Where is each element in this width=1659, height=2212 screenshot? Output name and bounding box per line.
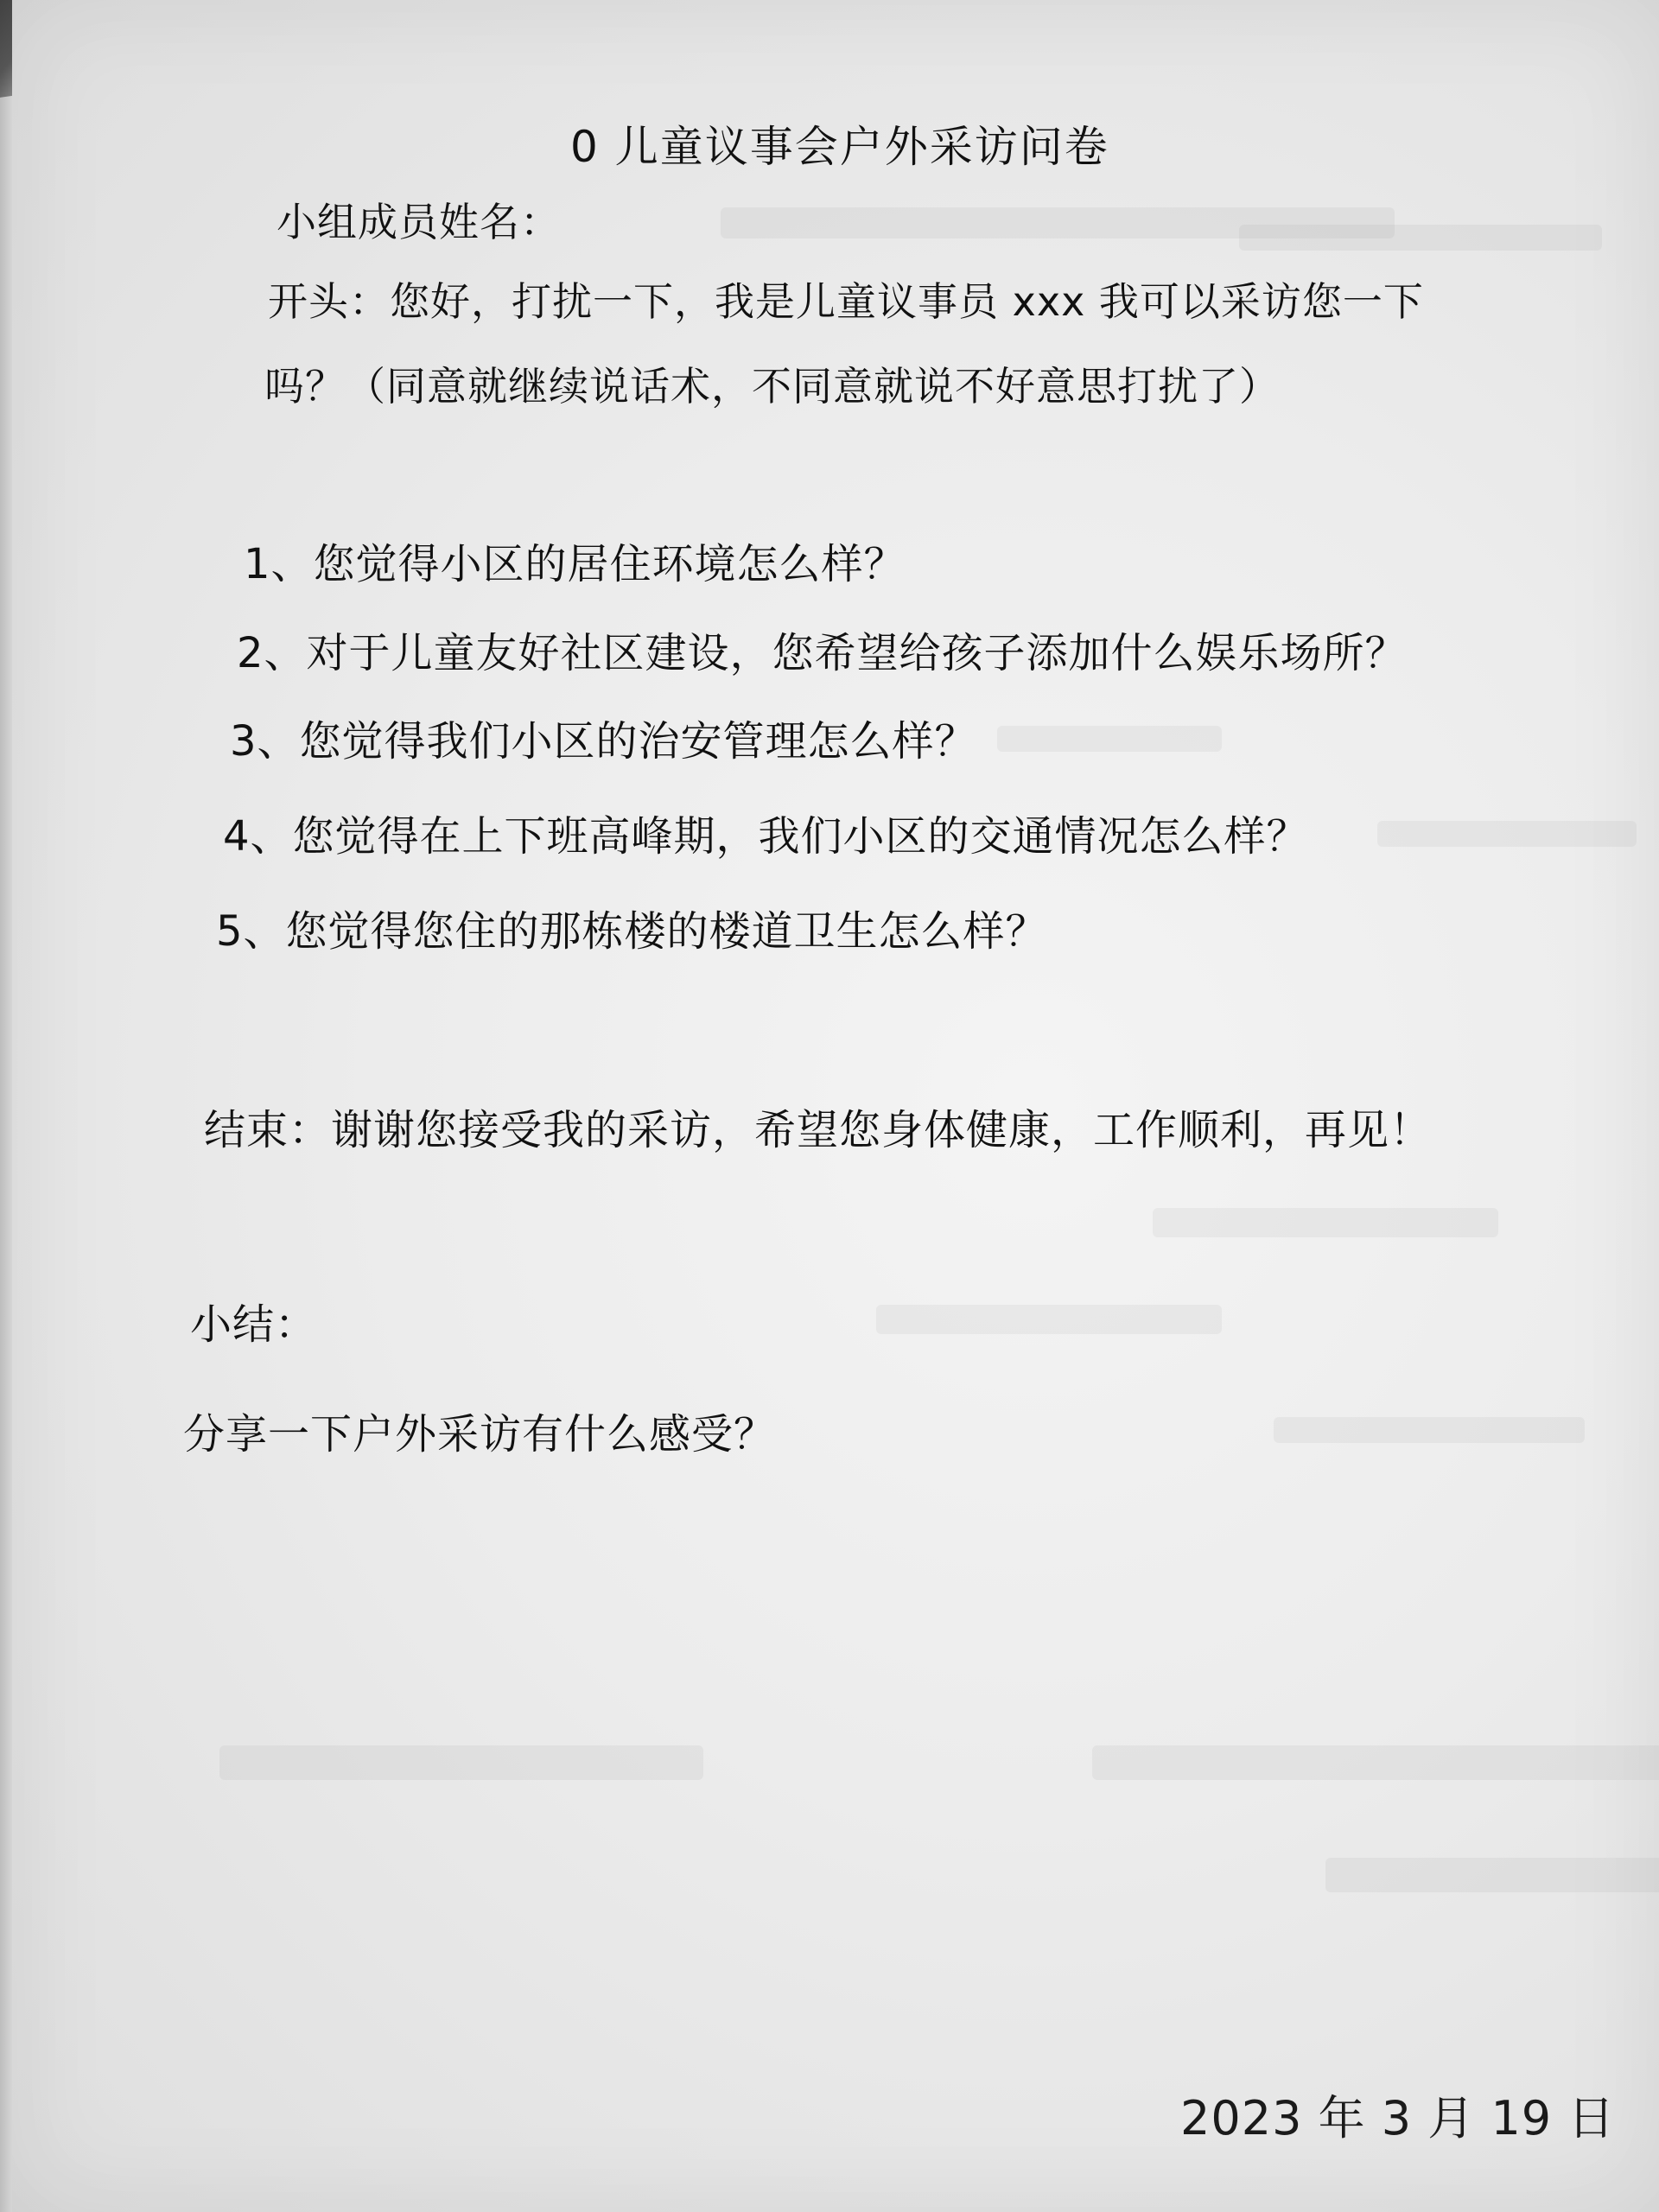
question-4: 4、您觉得在上下班高峰期，我们小区的交通情况怎么样？	[223, 812, 1309, 861]
bleed-through-mark	[876, 1305, 1222, 1334]
bleed-through-mark	[1153, 1208, 1498, 1237]
opening-line-2: 吗？（同意就继续说话术，不同意就说不好意思打扰了）	[264, 363, 1280, 410]
bleed-through-mark	[1092, 1745, 1659, 1780]
summary-question: 分享一下户外采访有什么感受？	[183, 1410, 777, 1459]
bleed-through-mark	[219, 1745, 703, 1780]
bleed-through-mark	[1377, 821, 1637, 847]
bleed-through-mark	[997, 726, 1222, 752]
closing-line: 结束：谢谢您接受我的采访，希望您身体健康，工作顺利，再见！	[204, 1106, 1433, 1154]
bleed-through-mark	[1325, 1858, 1659, 1892]
question-1: 1、您觉得小区的居住环境怎么样？	[244, 540, 906, 588]
opening-line-1: 开头：您好，打扰一下，我是儿童议事员 xxx 我可以采访您一下	[268, 278, 1424, 325]
question-3: 3、您觉得我们小区的治安管理怎么样？	[230, 717, 977, 766]
questionnaire-title: 0 儿童议事会户外采访问卷	[570, 122, 1109, 172]
question-5: 5、您觉得您住的那栋楼的楼道卫生怎么样？	[216, 907, 1048, 956]
summary-label: 小结：	[190, 1300, 318, 1349]
question-2: 2、对于儿童友好社区建设，您希望给孩子添加什么娱乐场所？	[237, 629, 1408, 677]
bleed-through-mark	[1274, 1417, 1585, 1443]
bleed-through-mark	[1239, 225, 1602, 251]
document-date: 2023 年 3 月 19 日	[1180, 2091, 1616, 2145]
group-members-label: 小组成员姓名：	[276, 199, 561, 245]
